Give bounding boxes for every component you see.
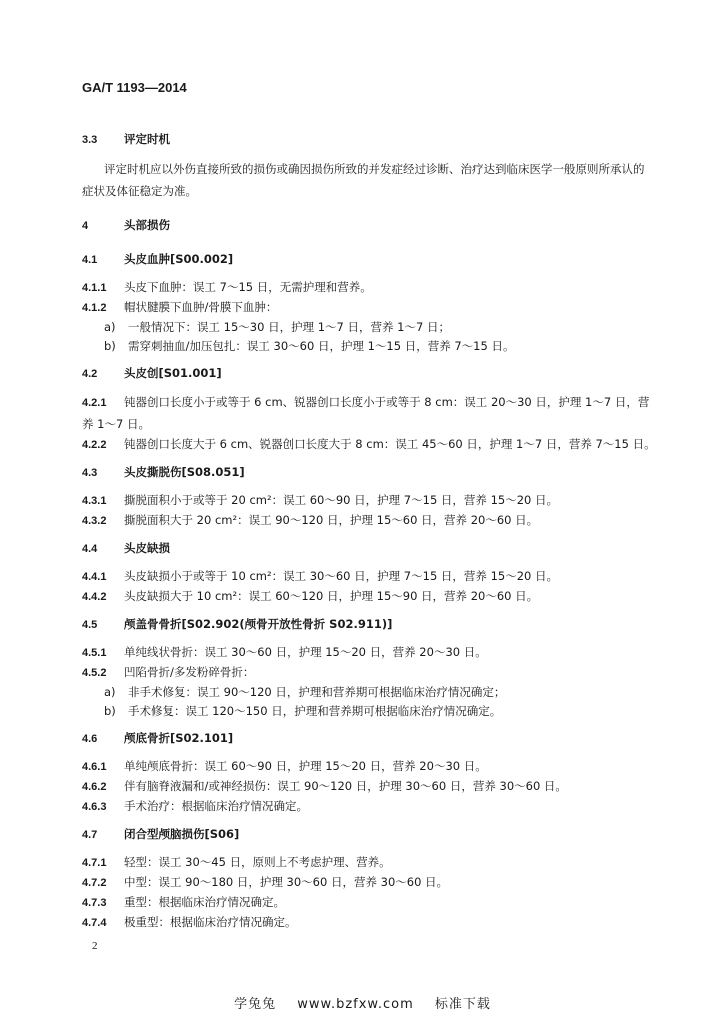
document-body (82, 122, 656, 933)
clause-number: 4.7.1 (82, 857, 107, 869)
footer-url[interactable]: www.bzfxw.com (297, 997, 414, 1012)
clause (82, 435, 656, 455)
clause-number: 4.7.4 (82, 917, 107, 929)
list-item (82, 318, 642, 337)
clause (82, 567, 642, 587)
clause-number: 4.2.2 (82, 439, 107, 451)
section-heading (82, 130, 642, 150)
clause-number: 4.3.2 (82, 515, 107, 527)
list-marker: a) (104, 320, 116, 334)
section-heading (82, 825, 642, 845)
list-marker: a) (104, 685, 116, 699)
clause-text: 帽状腱膜下血肿/骨膜下血肿： (124, 300, 278, 314)
list-marker: b) (104, 339, 116, 353)
list-text: 一般情况下：误工 15～30 日，护理 1～7 日，营养 1～7 日； (128, 320, 450, 334)
section-heading (82, 615, 642, 635)
clause (82, 392, 652, 435)
clause-text: 撕脱面积小于或等于 20 cm²：误工 60～90 日，护理 7～15 日，营养 15～20 日。 (124, 493, 558, 507)
section-heading (82, 364, 642, 384)
section-heading (82, 250, 642, 270)
clause-text: 撕脱面积大于 20 cm²：误工 90～120 日，护理 15～60 日，营养 20～60 日。 (124, 513, 539, 527)
clause-number: 4.3.1 (82, 495, 107, 507)
clause-number: 4.7.2 (82, 877, 107, 889)
section-number: 4.1 (82, 254, 98, 266)
clause-number: 4.4.1 (82, 571, 107, 583)
section-title: 头部损伤 (124, 218, 170, 232)
clause-text: 单纯线状骨折：误工 30～60 日，护理 15～20 日，营养 20～30 日。 (124, 645, 487, 659)
list-marker: b) (104, 704, 116, 718)
clause (82, 777, 642, 797)
clause-number: 4.5.1 (82, 647, 107, 659)
list-item (82, 337, 642, 356)
clause-number: 4.2.1 (82, 397, 107, 409)
section-heading (82, 729, 642, 749)
section-heading (82, 463, 642, 483)
section-number: 4.3 (82, 467, 98, 479)
clause-text: 手术治疗：根据临床治疗情况确定。 (124, 799, 308, 813)
clause-text: 头皮缺损小于或等于 10 cm²：误工 30～60 日，护理 7～15 日，营养 15～20 日。 (124, 569, 558, 583)
footer-site-name: 学兔兔 (234, 997, 277, 1012)
document-code: GA/T 1193—2014 (82, 80, 187, 95)
section-heading (82, 216, 642, 236)
clause (82, 873, 642, 893)
clause-number: 4.1.2 (82, 302, 107, 314)
clause (82, 797, 642, 817)
section-number: 3.3 (82, 134, 98, 146)
clause (82, 587, 642, 607)
clause-number: 4.1.1 (82, 282, 107, 294)
clause-text: 钝器创口长度大于 6 cm、锐器创口长度大于 8 cm：误工 45～60 日，护理 1～7 日，营养 7～15 日。 (124, 437, 656, 451)
list-item (82, 702, 642, 721)
clause-text: 重型：根据临床治疗情况确定。 (124, 895, 285, 909)
section-number: 4.5 (82, 619, 98, 631)
section-title: 头皮创[S01.001] (124, 366, 222, 380)
paragraph: 评定时机应以外伤直接所致的损伤或确因损伤所致的并发症经过诊断、治疗达到临床医学一般原则所承认的症状及体征稳定为准。 (82, 162, 645, 198)
clause-number: 4.7.3 (82, 897, 107, 909)
clause-text: 极重型：根据临床治疗情况确定。 (124, 915, 297, 929)
section-title: 评定时机 (124, 132, 170, 146)
clause-text: 头皮缺损大于 10 cm²：误工 60～120 日，护理 15～90 日，营养 20～60 日。 (124, 589, 539, 603)
clause-text: 单纯颅底骨折：误工 60～90 日，护理 15～20 日，营养 20～30 日。 (124, 759, 487, 773)
clause-number: 4.6.2 (82, 781, 107, 793)
section-title: 头皮血肿[S00.002] (124, 252, 234, 266)
clause-number: 4.6.1 (82, 761, 107, 773)
footer (0, 993, 725, 1012)
section-number: 4.4 (82, 543, 98, 555)
section-number: 4.7 (82, 829, 98, 841)
clause (82, 853, 642, 873)
clause (82, 893, 642, 913)
clause (82, 643, 642, 663)
section-number: 4 (82, 220, 89, 232)
list-text: 手术修复：误工 120～150 日，护理和营养期可根据临床治疗情况确定。 (128, 704, 502, 718)
section-title: 颅底骨折[S02.101] (124, 731, 234, 745)
list-text: 非手术修复：误工 90～120 日，护理和营养期可根据临床治疗情况确定； (128, 685, 506, 699)
clause (82, 491, 642, 511)
clause (82, 511, 642, 531)
clause-number: 4.6.3 (82, 801, 107, 813)
clause-text: 钝器创口长度小于或等于 6 cm、锐器创口长度小于或等于 8 cm：误工 20～30 日，护理 1～7 日，营养 1～7 日。 (82, 395, 650, 431)
clause (82, 757, 642, 777)
section-title: 闭合型颅脑损伤[S06] (124, 827, 240, 841)
section-title: 头皮缺损 (124, 541, 170, 555)
section-heading (82, 539, 642, 559)
clause-number: 4.4.2 (82, 591, 107, 603)
clause (82, 913, 642, 933)
clause (82, 663, 642, 683)
list-item (82, 683, 642, 702)
clause-text: 中型：误工 90～180 日，护理 30～60 日，营养 30～60 日。 (124, 875, 449, 889)
page-number: 2 (92, 940, 98, 952)
list-text: 需穿刺抽血/加压包扎：误工 30～60 日，护理 1～15 日，营养 7～15 日。 (128, 339, 515, 353)
clause-text: 头皮下血肿：误工 7～15 日，无需护理和营养。 (124, 280, 372, 294)
clause-number: 4.5.2 (82, 667, 107, 679)
section-title: 颅盖骨骨折[S02.902(颅骨开放性骨折 S02.911)] (124, 617, 393, 631)
clause-text: 凹陷骨折/多发粉碎骨折： (124, 665, 255, 679)
clause (82, 278, 642, 298)
footer-tagline: 标准下载 (434, 997, 491, 1012)
clause-text: 轻型：误工 30～45 日，原则上不考虑护理、营养。 (124, 855, 391, 869)
section-number: 4.2 (82, 368, 98, 380)
clause-text: 伴有脑脊液漏和/或神经损伤：误工 90～120 日，护理 30～60 日，营养 30～60 日。 (124, 779, 567, 793)
section-title: 头皮撕脱伤[S08.051] (124, 465, 245, 479)
clause (82, 298, 642, 318)
section-number: 4.6 (82, 733, 98, 745)
